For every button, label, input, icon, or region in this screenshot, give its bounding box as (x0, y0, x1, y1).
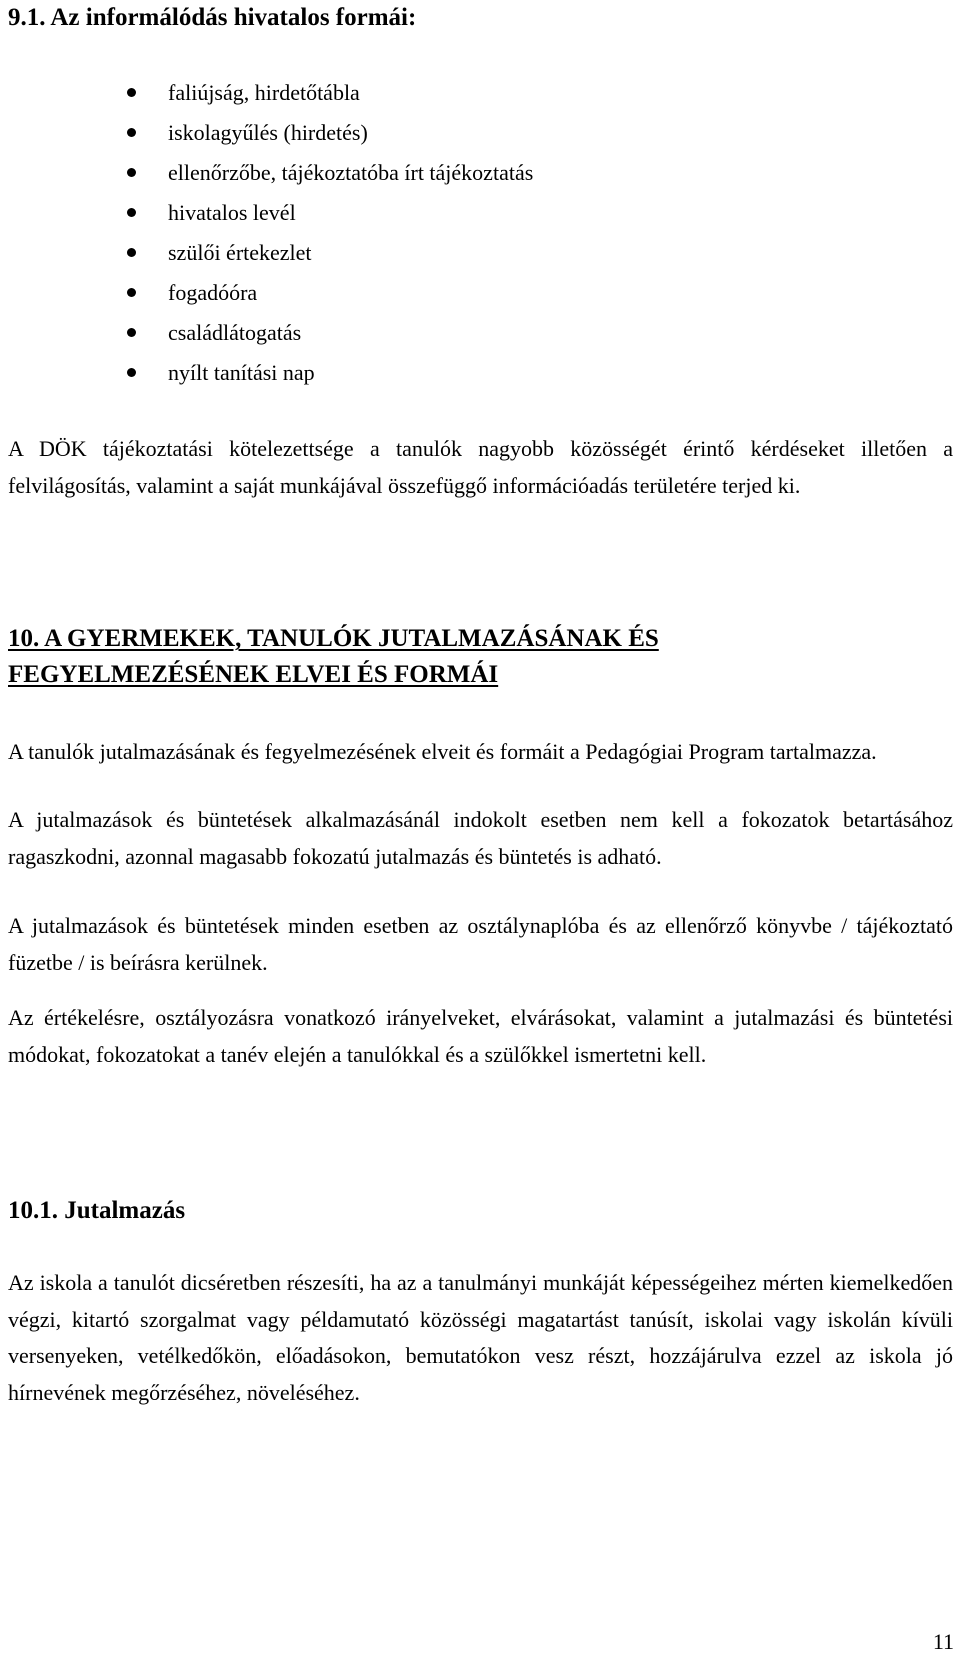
list-item (0, 273, 533, 313)
section-heading-10-1: 10.1. Jutalmazás (8, 1197, 186, 1224)
list-item (0, 233, 533, 273)
list-item-text: nyílt tanítási nap (168, 360, 315, 385)
list-item (0, 73, 533, 113)
bullet-icon (127, 88, 136, 97)
list-item-text: ellenőrzőbe, tájékoztatóba írt tájékoztatás (168, 160, 534, 185)
list-item-text: családlátogatás (168, 320, 302, 345)
reward-paragraph: Az iskola a tanulót dicséretben részesíti, ha az a tanulmányi munkáját képességeihez mérten kiemelkedően végzi, kitartó szorgalmat vagy példamutató közösségi magatartást tanúsít, iskolai vagy iskolán kívüli versenyeken, vetélkedőkön, előadásokon, bemutatókon vesz részt, hozzájárulva ezzel az iskola jó hírnevének megőrzéséhez, növeléséhez. (8, 1270, 953, 1405)
paragraph: A jutalmazások és büntetések minden esetben az osztálynaplóba és az ellenőrző könyvbe / tájékoztató füzetbe / is beírásra kerülnek. (8, 913, 953, 975)
bullet-icon (127, 208, 136, 217)
list-item-text: faliújság, hirdetőtábla (168, 80, 360, 105)
list-item-text: fogadóóra (168, 280, 258, 305)
list-item (0, 353, 533, 393)
list-item (0, 193, 533, 233)
bullet-icon (127, 248, 136, 257)
section-heading-10-text: 10. A GYERMEKEK, TANULÓK JUTALMAZÁSÁNAK ÉS FEGYELMEZÉSÉNEK ELVEI ÉS FORMÁI (8, 625, 659, 688)
bullet-icon (127, 328, 136, 337)
list-item (0, 153, 533, 193)
information-forms-list (0, 73, 533, 393)
list-item (0, 113, 533, 153)
paragraph: A tanulók jutalmazásának és fegyelmezésének elveit és formáit a Pedagógiai Program tartalmazza. (8, 739, 877, 764)
bullet-icon (127, 368, 136, 377)
page-number: 11 (932, 1629, 954, 1654)
dok-paragraph: A DÖK tájékoztatási kötelezettsége a tanulók nagyobb közösségét érintő kérdéseket illetően a felvilágosítás, valamint a saját munkájával összefüggő információadás területére terjed ki. (8, 436, 953, 498)
bullet-icon (127, 168, 136, 177)
list-item-text: szülői értekezlet (168, 240, 312, 265)
bullet-icon (127, 288, 136, 297)
section-heading-10 (8, 621, 768, 693)
paragraph: A jutalmazások és büntetések alkalmazásánál indokolt esetben nem kell a fokozatok betartásához ragaszkodni, azonnal magasabb fokozatú jutalmazás és büntetés is adható. (8, 807, 953, 869)
list-item-text: iskolagyűlés (hirdetés) (168, 120, 368, 145)
section-heading-9-1: 9.1. Az informálódás hivatalos formái: (8, 4, 417, 31)
list-item (0, 313, 533, 353)
list-item-text: hivatalos levél (168, 200, 296, 225)
paragraph: Az értékelésre, osztályozásra vonatkozó irányelveket, elvárásokat, valamint a jutalmazási és büntetési módokat, fokozatokat a tanév elején a tanulókkal és a szülőkkel ismertetni kell. (8, 1005, 953, 1067)
bullet-icon (127, 128, 136, 137)
